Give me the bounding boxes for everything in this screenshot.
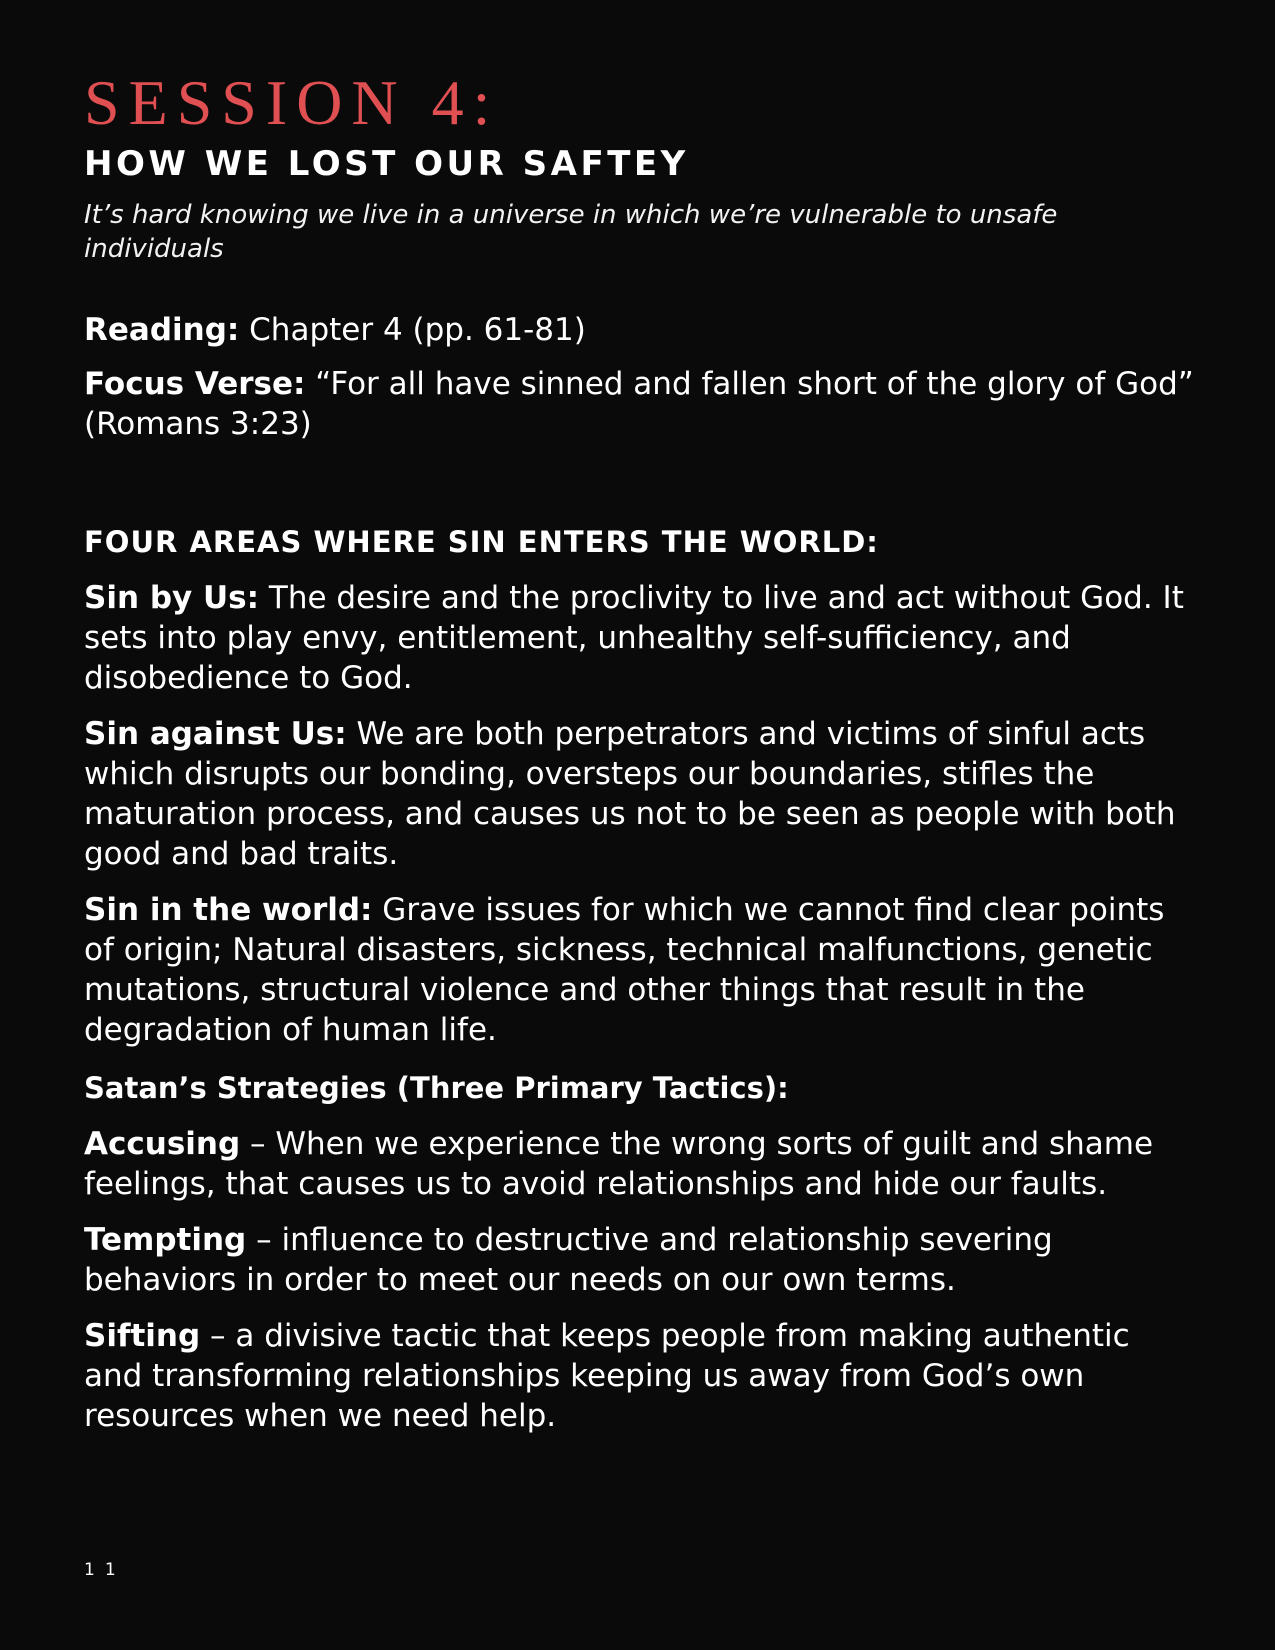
- strategy-text: – When we experience the wrong sorts of guilt and shame feelings, that causes us to avoid relationships and hide our faults.: [84, 1126, 1154, 1202]
- areas-heading: FOUR AREAS WHERE SIN ENTERS THE WORLD:: [84, 525, 879, 559]
- reading-text: Chapter 4 (pp. 61-81): [239, 312, 586, 348]
- strategy-label: Tempting: [84, 1222, 247, 1258]
- area-sin-in-the-world: [84, 890, 1194, 1050]
- strategy-accusing: [84, 1124, 1194, 1204]
- reading-label: Reading:: [84, 312, 240, 348]
- area-label: Sin in the world:: [84, 892, 373, 928]
- reading-line: [84, 310, 1194, 350]
- session-tagline: It’s hard knowing we live in a universe in which we’re vulnerable to unsafe individuals: [84, 200, 1058, 264]
- session-title: SESSION 4:: [84, 67, 500, 138]
- focus-verse-text: “For all have sinned and fallen short of the glory of God” (Romans 3:23): [84, 366, 1194, 442]
- strategies-heading: Satan’s Strategies (Three Primary Tactics):: [84, 1071, 789, 1105]
- focus-verse-label: Focus Verse:: [84, 366, 306, 402]
- strategy-text: – a divisive tactic that keeps people from making authentic and transforming relationships keeping us away from God’s own resources when we need help.: [84, 1318, 1130, 1434]
- page-content: [84, 66, 1194, 1436]
- area-label: Sin by Us:: [84, 580, 260, 616]
- page-number: 11: [84, 1560, 126, 1580]
- area-sin-against-us: [84, 714, 1194, 874]
- area-text: Grave issues for which we cannot find clear points of origin; Natural disasters, sickness, technical malfunctions, genetic mutations, structural violence and other things that result in the degradation of human life.: [84, 892, 1165, 1048]
- strategy-label: Accusing: [84, 1126, 241, 1162]
- area-text: The desire and the proclivity to live and act without God. It sets into play envy, entitlement, unhealthy self-sufficiency, and disobedience to God.: [84, 580, 1184, 696]
- strategy-text: – influence to destructive and relationship severing behaviors in order to meet our needs on our own terms.: [84, 1222, 1053, 1298]
- area-label: Sin against Us:: [84, 716, 347, 752]
- focus-verse-line: [84, 364, 1194, 444]
- session-subtitle: HOW WE LOST OUR SAFTEY: [84, 144, 689, 184]
- area-text: We are both perpetrators and victims of sinful acts which disrupts our bonding, oversteps our boundaries, stifles the maturation process, and causes us not to be seen as people with both good and bad traits.: [84, 716, 1176, 872]
- strategy-sifting: [84, 1316, 1194, 1436]
- strategy-label: Sifting: [84, 1318, 201, 1354]
- area-sin-by-us: [84, 578, 1194, 698]
- strategy-tempting: [84, 1220, 1194, 1300]
